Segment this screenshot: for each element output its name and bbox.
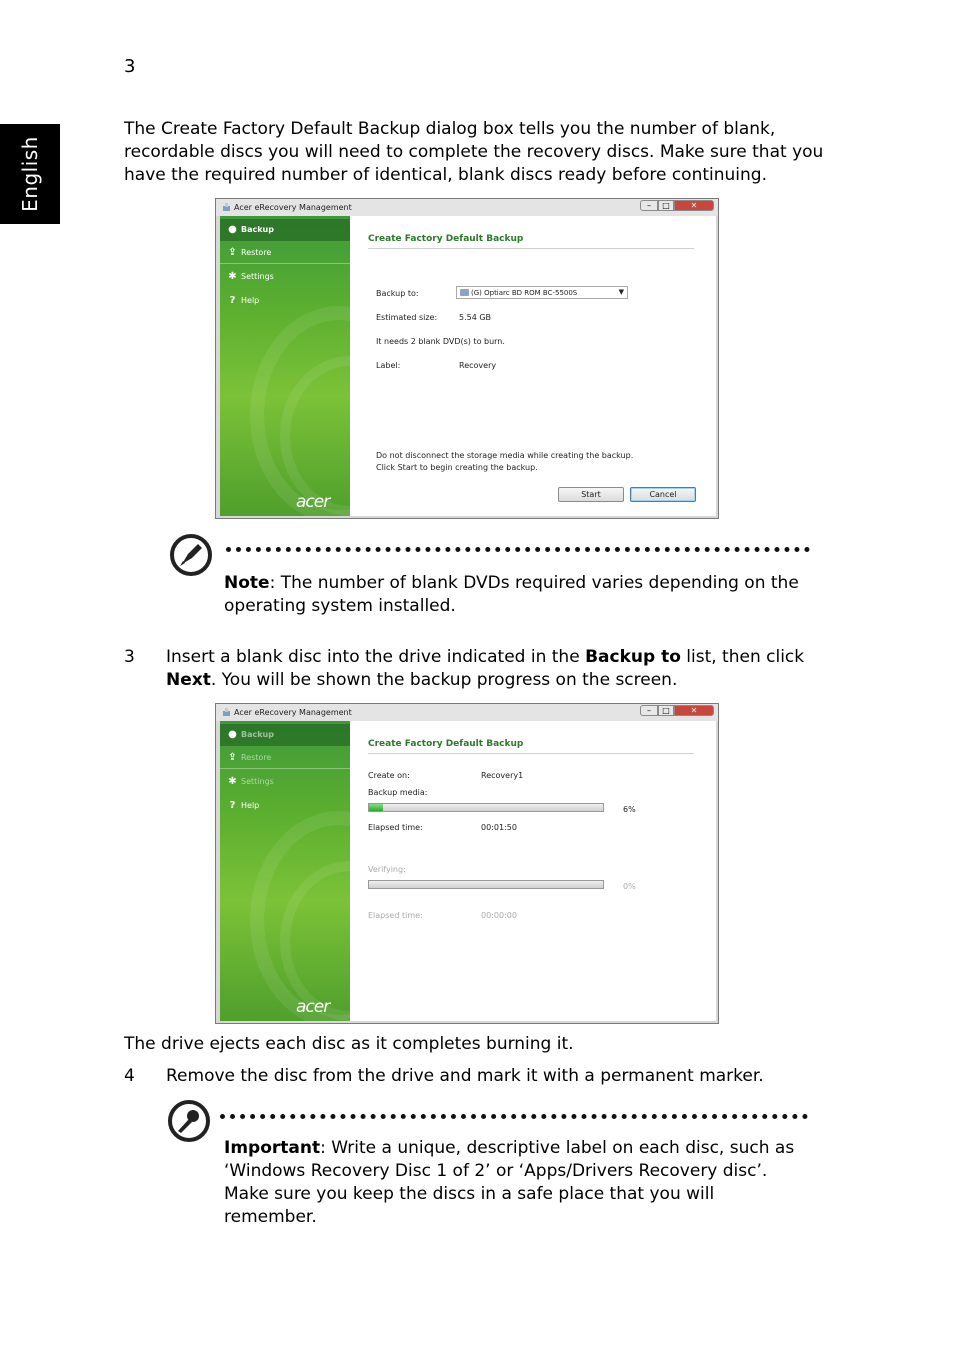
next-term: Next xyxy=(166,670,211,690)
maximize-button[interactable]: □ xyxy=(658,200,674,211)
step-3-text-c: list, then click xyxy=(680,647,805,667)
nav-sidebar xyxy=(220,216,350,516)
backup-progress-percent: 6% xyxy=(623,805,636,814)
note-text: : The number of blank DVDs required varies depending on the operating system installed. xyxy=(224,573,799,616)
disc-icon: ● xyxy=(228,729,237,740)
step-3-text-e: . You will be shown the backup progress on the screen. xyxy=(210,670,678,690)
backup-to-label: Backup to: xyxy=(376,289,419,298)
nav-sidebar xyxy=(220,721,350,1021)
eject-paragraph: The drive ejects each disc as it completes burning it. xyxy=(124,1034,574,1054)
backup-media-label: Backup media: xyxy=(368,788,428,797)
app-icon xyxy=(222,708,231,717)
help-icon: ? xyxy=(229,800,236,811)
gear-icon: ✱ xyxy=(228,776,237,787)
nav-item-restore: ⇪ Restore xyxy=(220,747,350,769)
note-divider xyxy=(226,547,810,552)
label-label: Label: xyxy=(376,361,401,370)
step-3-text xyxy=(166,646,816,692)
window-titlebar xyxy=(216,199,718,216)
backup-progress-fill xyxy=(369,804,383,811)
important-text: : Write a unique, descriptive label on each disc, such as ‘Windows Recovery Disc 1 of 2’ or ‘Apps/Drivers Recovery disc’. Make sure you keep the discs in a safe place that you will remember. xyxy=(224,1138,795,1227)
chevron-down-icon: ▼ xyxy=(618,288,624,296)
main-panel xyxy=(350,721,716,1021)
maximize-button[interactable]: □ xyxy=(658,705,674,716)
acer-logo: acer xyxy=(296,997,330,1017)
important-key-icon xyxy=(166,1098,212,1144)
verifying-label: Verifying: xyxy=(368,865,406,874)
verify-progress-bar xyxy=(368,880,604,889)
restore-icon: ⇪ xyxy=(228,752,237,763)
panel-heading: Create Factory Default Backup xyxy=(368,739,524,749)
nav-item-backup[interactable]: ● Backup xyxy=(220,219,350,241)
step-3-number: 3 xyxy=(124,647,135,667)
nav-item-backup: ● Backup xyxy=(220,724,350,746)
create-on-label: Create on: xyxy=(368,771,410,780)
nav-item-settings[interactable]: ✱ Settings xyxy=(228,271,274,282)
restore-icon: ⇪ xyxy=(228,247,237,258)
note-pen-icon xyxy=(168,532,214,578)
erecovery-window-backup-progress xyxy=(215,703,719,1024)
panel-heading: Create Factory Default Backup xyxy=(368,234,524,244)
create-on-value: Recovery1 xyxy=(481,771,524,780)
backup-to-term: Backup to xyxy=(585,647,681,667)
step-3-text-a: Insert a blank disc into the drive indicated in the xyxy=(166,647,586,667)
page-number: 3 xyxy=(124,56,136,77)
nav-item-restore[interactable]: ⇪ Restore xyxy=(220,242,350,264)
verify-progress-percent: 0% xyxy=(623,882,636,891)
estimated-size-value: 5.54 GB xyxy=(459,313,492,322)
window-title: Acer eRecovery Management xyxy=(234,203,352,212)
drive-icon xyxy=(460,289,469,296)
elapsed-time-2-label: Elapsed time: xyxy=(368,911,423,920)
intro-paragraph: The Create Factory Default Backup dialog box tells you the number of blank, recordable discs you will need to complete the recovery discs. Make sure that you have the required number of identical, blank discs ready before continuing. xyxy=(124,119,824,185)
acer-logo: acer xyxy=(296,492,330,512)
note-paragraph xyxy=(224,572,804,618)
disc-icon: ● xyxy=(228,224,237,235)
elapsed-time-value: 00:01:50 xyxy=(481,823,517,832)
step-4-number: 4 xyxy=(124,1066,135,1086)
language-tab xyxy=(0,124,60,224)
important-label: Important xyxy=(224,1138,321,1158)
main-panel xyxy=(350,216,716,516)
minimize-button[interactable]: – xyxy=(640,200,658,211)
erecovery-window-backup-setup xyxy=(215,198,719,519)
gear-icon: ✱ xyxy=(228,271,237,282)
help-icon: ? xyxy=(229,295,236,306)
important-paragraph xyxy=(224,1137,804,1229)
nav-item-help[interactable]: ? Help xyxy=(220,290,350,312)
close-button[interactable]: ✕ xyxy=(674,705,714,716)
cancel-button[interactable]: Cancel xyxy=(630,487,696,502)
language-tab-label: English xyxy=(18,136,42,212)
note-label: Note xyxy=(224,573,270,593)
warning-text-1: Do not disconnect the storage media while creating the backup. xyxy=(376,451,634,460)
step-4-text: Remove the disc from the drive and mark it with a permanent marker. xyxy=(166,1066,764,1086)
window-title: Acer eRecovery Management xyxy=(234,708,352,717)
warning-text-2: Click Start to begin creating the backup. xyxy=(376,463,538,472)
backup-progress-bar xyxy=(368,803,604,812)
close-button[interactable]: ✕ xyxy=(674,200,714,211)
start-button[interactable]: Start xyxy=(558,487,624,502)
elapsed-time-label: Elapsed time: xyxy=(368,823,423,832)
window-titlebar xyxy=(216,704,718,721)
important-divider xyxy=(220,1114,808,1119)
estimated-size-label: Estimated size: xyxy=(376,313,438,322)
nav-item-help[interactable]: ? Help xyxy=(220,795,350,817)
app-icon xyxy=(222,203,231,212)
nav-item-settings: ✱ Settings xyxy=(228,776,274,787)
backup-to-select[interactable]: (G) Optiarc BD ROM BC-5500S ▼ xyxy=(456,286,628,299)
label-value: Recovery xyxy=(459,361,497,370)
minimize-button[interactable]: – xyxy=(640,705,658,716)
discs-needed-text: It needs 2 blank DVD(s) to burn. xyxy=(376,337,505,346)
elapsed-time-2-value: 00:00:00 xyxy=(481,911,517,920)
